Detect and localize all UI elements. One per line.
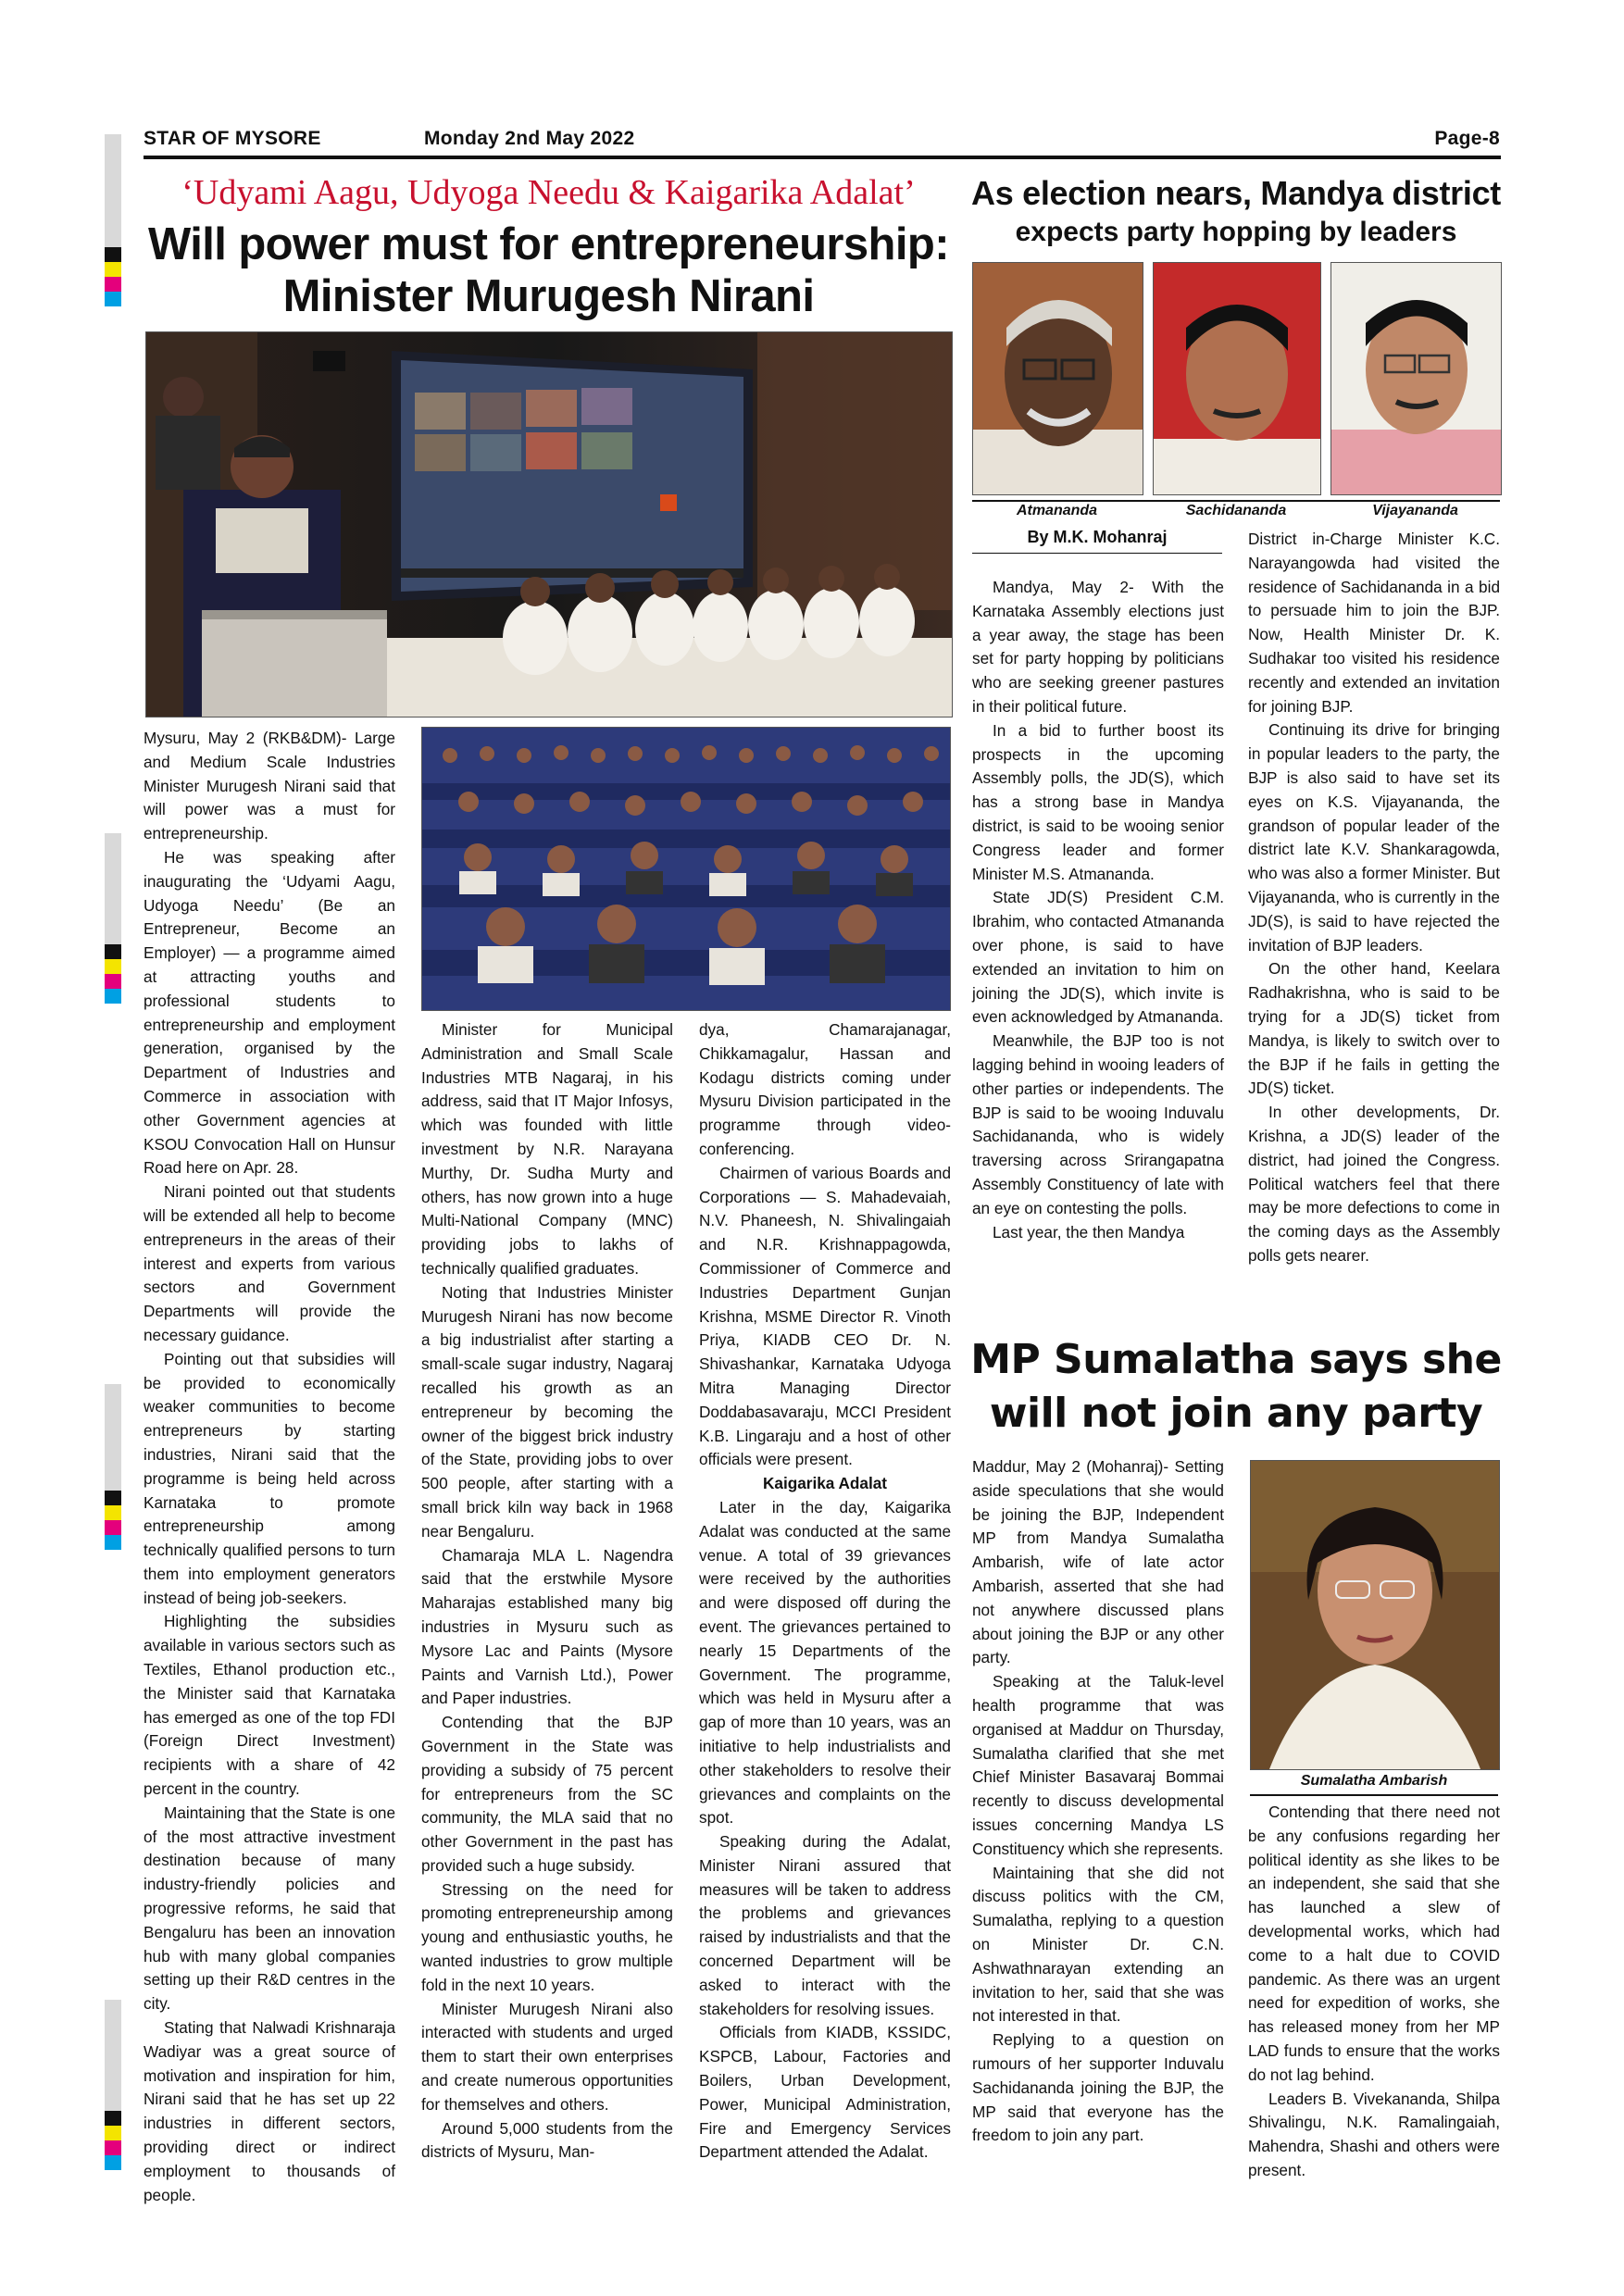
article1-main-photo: [145, 331, 953, 718]
article1-col2-para: Noting that Industries Minister Murugesh Nirani has now become a big industrialist after starting a small-scale sugar industry, Nagaraj recalled his growth as an entrepreneur by becoming the owner of the biggest brick industry of the State, providing jobs to over 500 people, after starting with a small brick kiln way back in 1968 near Bengaluru.: [421, 1282, 673, 1541]
sumalatha-portrait: [1250, 1460, 1500, 1770]
article3-col1-para: Replying to a question on rumours of her supporter Induvalu Sachidananda joining the BJP, the MP said that everyone has the freedom to join any part.: [972, 2030, 1224, 2145]
caption-atmananda: Atmananda: [1016, 503, 1098, 518]
article1-col1-para: Pointing out that subsidies will be provided to economically weaker communities to become entrepreneurs by starting industries, Nirani said that the programme is being held across Karnataka to promote entrepreneurship among technically qualified persons to turn them into employment generators instead of being job-seekers.: [144, 1349, 395, 1607]
article2-column-1: [972, 576, 1224, 1244]
registration-black-mark: [105, 2111, 121, 2126]
article3-col1-para: Maddur, May 2 (Mohanraj)- Setting aside speculations that she would be joining the BJP, Independent MP from Mandya Sumalatha Ambarish, wife of late actor Ambarish, asserted that she had not anywhere discussed plans about joining the BJP or any other party.: [972, 1457, 1224, 1667]
article1-col1-para: Stating that Nalwadi Krishnaraja Wadiyar was a great source of motivation and inspiration for him, Nirani said that he has set up 22 industries in different sectors, providing direct or indirect employment to thousands of people.: [144, 2018, 395, 2204]
article2-col1-para: State JD(S) President C.M. Ibrahim, who contacted Atmananda over phone, is said to have extended an invitation to him on joining the JD(S), which invite is even acknowledged by Atmananda.: [972, 888, 1224, 1027]
atmananda-portrait: [972, 262, 1143, 495]
article3-col1-para: Speaking at the Taluk-level health programme that was organised at Maddur on Thursday, Sumalatha clarified that she met Chief Minister Basavaraj Bommai recently to discuss developmental issues concerning Mandya LS Constituency which she represents.: [972, 1672, 1224, 1858]
article1-col3-para: Later in the day, Kaigarika Adalat was conducted at the same venue. A total of 39 grievances were received by the authorities and were disposed off during the event. The grievances pertained to nearly 15 Departments of the Government. The programme, which was held in Mysuru after a gap of more than 10 years, was an initiative to help industrialists and other stakeholders to resolve their grievances and complaints on the spot.: [699, 1497, 951, 1828]
article1-col1-para: Maintaining that the State is one of the most attractive investment destination because of many industry-friendly policies and progressive reforms, he said that Bengaluru has been an innovation hub with many global companies setting up their R&D centres in the city.: [144, 1803, 395, 2014]
registration-magenta-mark: [105, 974, 121, 989]
registration-grey-strip: [105, 833, 121, 944]
registration-black-mark: [105, 944, 121, 959]
masthead-date: Monday 2nd May 2022: [424, 128, 635, 149]
article3-headline-line2: will not join any party: [989, 1390, 1483, 1437]
caption-vijayananda: Vijayananda: [1372, 503, 1458, 518]
article3-headline: [968, 1333, 1505, 1441]
article3-col2-para: Leaders B. Vivekananda, Shilpa Shivalingu, N.K. Ramalingaiah, Mahendra, Shashi and others were present.: [1248, 2089, 1500, 2179]
article1-col2-para: Around 5,000 students from the districts of Mysuru, Man-: [421, 2118, 673, 2162]
article2-byline: By M.K. Mohanraj: [972, 528, 1222, 554]
registration-cyan-mark: [105, 1535, 121, 1550]
registration-grey-strip: [105, 1384, 121, 1491]
article2-column-2: [1248, 528, 1500, 1268]
article1-col2-para: Stressing on the need for promoting entrepreneurship among young and enthusiastic youths, he wanted industries to grow multiple fold in the next 10 years.: [421, 1879, 673, 1994]
article1-col3-para: dya, Chamarajanagar, Chikkamagalur, Hassan and Kodagu districts coming under Mysuru Division participated in the programme through video-conferencing.: [699, 1020, 951, 1158]
article1-col1-para: He was speaking after inaugurating the ‘Udyami Aagu, Udyoga Needu’ (Be an Entrepreneur, Become an Employer) — a programme aimed at attracting youths and professional students to entrepreneurship and employment generation, organised by the Department of Industries and Commerce in association with other Government agencies at KSOU Convocation Hall on Hunsur Road here on Apr. 28.: [144, 847, 395, 1178]
article1-column-1: [144, 727, 395, 2207]
sachidananda-portrait: [1153, 262, 1321, 495]
article1-col2-para: Chamaraja MLA L. Nagendra said that the erstwhile Mysore Maharajas established many big industries in Mysuru such as Mysore Lac and Paints (Mysore Paints and Varnish Ltd.), Power and Paper industries.: [421, 1545, 673, 1708]
registration-cyan-mark: [105, 292, 121, 306]
article1-column-3: [699, 1018, 951, 2165]
article2-headline-line2: expects party hopping by leaders: [1015, 217, 1457, 247]
article2-col2-para: Continuing its drive for bringing in popular leaders to the party, the BJP is also said to have set its eyes on K.S. Vijayananda, the grandson of popular leader of the district late K.V. Shankaragowda, who was also a former Minister. But Vijayananda, who is currently in the JD(S), is said to have rejected the invitation of BJP leaders.: [1248, 720, 1500, 955]
registration-yellow-mark: [105, 959, 121, 974]
article2-col1-para: In a bid to further boost its prospects in the upcoming Assembly polls, the JD(S), which has a strong base in Mandya district, is said to be wooing senior Congress leader and former Minister M.S. Atmananda.: [972, 720, 1224, 883]
caption-sumalatha: Sumalatha Ambarish: [1300, 1773, 1448, 1789]
article1-audience-photo: [421, 727, 951, 1011]
article3-column-1: [972, 1455, 1224, 2148]
article3-headline-line1: MP Sumalatha says she: [970, 1336, 1502, 1383]
registration-yellow-mark: [105, 2126, 121, 2140]
article3-col2-para: Contending that there need not be any confusions regarding her political identity as she likes to be an independent, she said that she has launched a slew of developmental works, which had come to a halt due to COVID pandemic. As there was an urgent need for expedition of works, she has released money from her MP LAD funds to ensure that the works do not lag behind.: [1248, 1803, 1500, 2084]
article1-col2-para: Contending that the BJP Government in the State was providing a subsidy of 75 percent for entrepreneurs from the SC community, the MLA said that no other Government in the past has provided such a huge subsidy.: [421, 1713, 673, 1875]
article1-col3-para: Officials from KIADB, KSSIDC, KSPCB, Labour, Factories and Boilers, Urban Development, Power, Municipal Administration, Fire and Emergency Services Department attended the Adalat.: [699, 2023, 951, 2162]
article1-subhead: Kaigarika Adalat: [762, 1474, 888, 1493]
masthead-rule: [144, 156, 1501, 159]
article2-col1-para: Mandya, May 2- With the Karnataka Assembly elections just a year away, the stage has been set for party hopping by politicians who are seeking greener pastures in their political future.: [972, 578, 1224, 716]
article1-col3-para: Chairmen of various Boards and Corporations — S. Mahadevaiah, N.V. Phaneesh, N. Shivalingaiah and N.R. Krishnappagowda, Commissioner of Commerce and Industries Department Gunjan Krishna, MSME Director R. Vinoth Priya, KIADB CEO Dr. N. Shivashankar, Karnataka Udyoga Mitra Managing Director Doddabasavaraju, MCCI President K.B. Lingaraju and a host of other officials were present.: [699, 1163, 951, 1469]
registration-grey-strip: [105, 134, 121, 247]
article2-col2-para: District in-Charge Minister K.C. Narayangowda had visited the residence of Sachidananda in a bid to persuade him to join the BJP. Now, Health Minister Dr. K. Sudhakar too visited his residence recently and extended an invitation for joining BJP.: [1248, 530, 1500, 716]
article1-headline-line2: Minister Murugesh Nirani: [282, 271, 815, 321]
article2-col1-para: Last year, the then Mandya: [993, 1222, 1185, 1242]
article1-column-2: [421, 1018, 673, 2165]
masthead-paper-name: STAR OF MYSORE: [144, 128, 321, 149]
registration-yellow-mark: [105, 1505, 121, 1520]
registration-grey-strip: [105, 2000, 121, 2111]
registration-cyan-mark: [105, 2155, 121, 2170]
article1-col1-para: Mysuru, May 2 (RKB&DM)- Large and Medium Scale Industries Minister Murugesh Nirani said that will power was a must for entrepreneurship.: [144, 729, 395, 843]
article2-headline-line1: As election nears, Mandya district: [971, 174, 1501, 212]
registration-yellow-mark: [105, 262, 121, 277]
article1-headline: [144, 218, 954, 322]
article3-col1-para: Maintaining that she did not discuss politics with the CM, Sumalatha, replying to a question on Minister Dr. C.N. Ashwathnarayan extending an invitation to her, said that she was not interested in that.: [972, 1863, 1224, 2026]
article1-kicker: ‘Udyami Aagu, Udyoga Needu & Kaigarika Adalat’: [181, 173, 916, 212]
article2-col2-para: In other developments, Dr. Krishna, a JD(S) leader of the district, had joined the Congress. Political watchers feel that there may be more defections to come in the coming days as the Assembly polls gets nearer.: [1248, 1103, 1500, 1265]
registration-cyan-mark: [105, 989, 121, 1004]
article1-col2-para: Minister for Municipal Administration and Small Scale Industries MTB Nagaraj, in his address, said that IT Major Infosys, which was founded with little investment by N.R. Narayana Murthy, Dr. Sudha Murty and others, has now grown into a huge Multi-National Company (MNC) providing jobs to lakhs of technically qualified graduates.: [421, 1020, 673, 1278]
registration-black-mark: [105, 1491, 121, 1505]
article1-col2-para: Minister Murugesh Nirani also interacted with students and urged them to start their own enterprises and create numerous opportunities for themselves and others.: [421, 1999, 673, 2114]
masthead-page-number: Page-8: [1434, 128, 1500, 149]
registration-magenta-mark: [105, 277, 121, 292]
vijayananda-portrait: [1330, 262, 1502, 495]
article2-col1-para: Meanwhile, the BJP too is not lagging behind in wooing leaders of other parties or independents. The BJP is said to be wooing Induvalu Sachidananda, who is widely traversing across Srirangapatna Assembly Constituency of late with an eye on contesting the polls.: [972, 1031, 1224, 1217]
caption-rule: [1250, 1794, 1498, 1796]
caption-rule: [972, 500, 1500, 502]
article1-col3-para: Speaking during the Adalat, Minister Nirani assured that measures will be taken to address the problems and grievances raised by industrialists and that the concerned Department will be asked to interact with the stakeholders for resolving issues.: [699, 1832, 951, 2018]
article1-col1-para: Nirani pointed out that students will be extended all help to become entrepreneurs in the areas of their interest and experts from various sectors and Government Departments will provide the necessary guidance.: [144, 1182, 395, 1344]
article2-col2-para: On the other hand, Keelara Radhakrishna, who is said to be trying for a JD(S) ticket from Mandya, is likely to switch over to the BJP if he fails in getting the JD(S) ticket.: [1248, 959, 1500, 1098]
article3-column-2: [1248, 1801, 1500, 2183]
registration-magenta-mark: [105, 2140, 121, 2155]
registration-magenta-mark: [105, 1520, 121, 1535]
article1-col1-para: Highlighting the subsidies available in various sectors such as Textiles, Ethanol production etc., the Minister said that Karnataka has emerged as one of the top FDI (Foreign Direct Investment) recipients with a share of 42 percent in the country.: [144, 1612, 395, 1799]
article1-headline-line1: Will power must for entrepreneurship:: [148, 219, 949, 269]
caption-sachidananda: Sachidananda: [1185, 503, 1287, 518]
registration-black-mark: [105, 247, 121, 262]
